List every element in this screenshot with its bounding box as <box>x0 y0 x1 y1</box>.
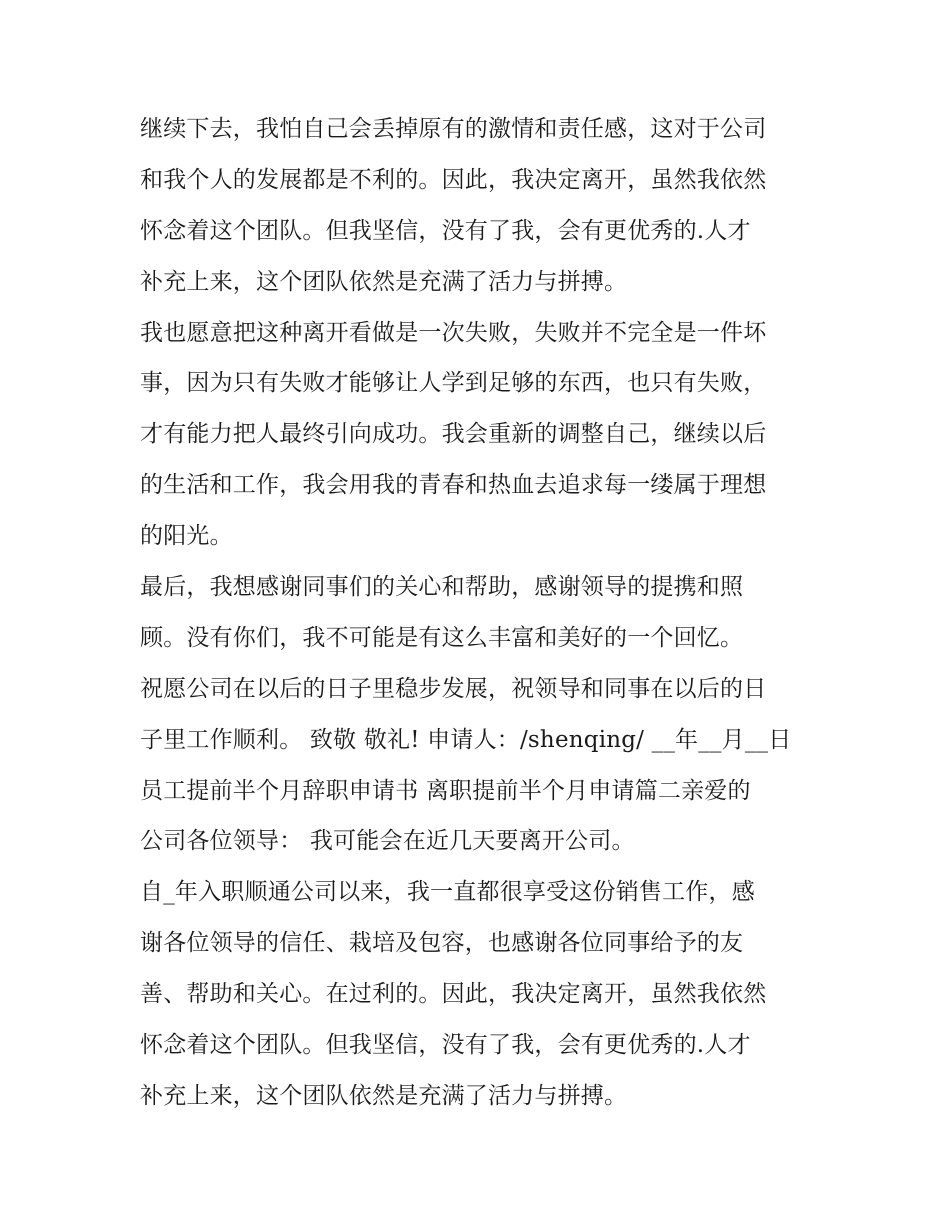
text-line: 谢各位领导的信任、栽培及包容，也感谢各位同事给予的友 <box>140 930 744 957</box>
text-line: 善、帮助和关心。在过利的。因此，我决定离开，虽然我依然 <box>140 981 767 1008</box>
text-line: 补充上来，这个团队依然是充满了活力与拼搏。 <box>140 1082 628 1109</box>
text-line: 最后，我想感谢同事们的关心和帮助，感谢领导的提携和照 <box>140 574 744 601</box>
text-line: 祝愿公司在以后的日子里稳步发展，祝领导和同事在以后的日 <box>140 675 767 702</box>
text-line: 顾。没有你们，我不可能是有这么丰富和美好的一个回忆。 <box>140 624 744 651</box>
text-line: 自_年入职顺通公司以来，我一直都很享受这份销售工作，感 <box>140 879 755 906</box>
text-line: 才有能力把人最终引向成功。我会重新的调整自己，继续以后 <box>140 421 767 448</box>
text-line: 子里工作顺利。 致敬 敬礼! 申请人：/shenqing/ __年__月__日 <box>140 726 792 753</box>
text-line: 公司各位领导： 我可能会在近几天要离开公司。 <box>140 828 635 855</box>
text-line: 继续下去，我怕自己会丢掉原有的激情和责任感，这对于公司 <box>140 116 767 142</box>
text-line: 我也愿意把这种离开看做是一次失败，失败并不完全是一件坏 <box>140 319 767 346</box>
text-line: 补充上来，这个团队依然是充满了活力与拼搏。 <box>140 268 628 295</box>
text-line: 怀念着这个团队。但我坚信，没有了我，会有更优秀的.人才 <box>140 1032 751 1059</box>
text-line: 怀念着这个团队。但我坚信，没有了我，会有更优秀的.人才 <box>140 217 751 244</box>
text-line: 的阳光。 <box>140 523 233 550</box>
text-line: 事，因为只有失败才能够让人学到足够的东西，也只有失败， <box>140 370 767 397</box>
text-line: 的生活和工作，我会用我的青春和热血去追求每一缕属于理想 <box>140 472 767 499</box>
document-body <box>140 104 820 1122</box>
text-line: 员工提前半个月辞职申请书 离职提前半个月申请篇二亲爱的 <box>140 777 751 804</box>
text-line: 和我个人的发展都是不利的。因此，我决定离开，虽然我依然 <box>140 166 767 193</box>
